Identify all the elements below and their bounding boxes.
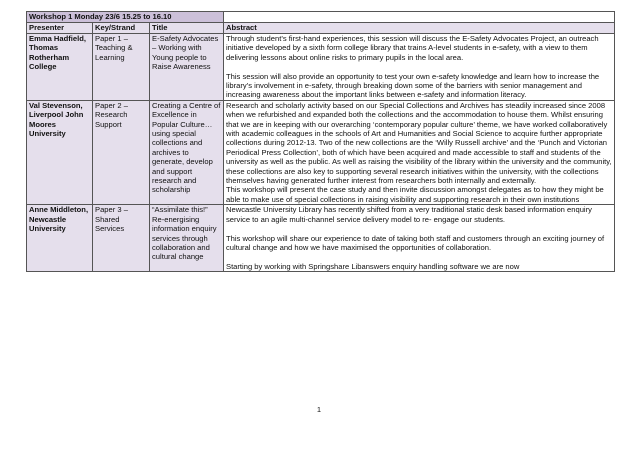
abstract-paragraph: This workshop will present the case study and then invite discussion amongst delegates as to how they might be able to make use of special collections in raising visibility and supporting research in their own institutions	[226, 185, 604, 204]
header-key-strand: Key/Strand	[93, 23, 150, 34]
workshop-table	[26, 11, 615, 272]
title-row-blank-cell	[224, 12, 615, 23]
abstract-paragraph: Research and scholarly activity based on our Special Collections and Archives has steadily increased since 2008 when we refurbished and expanded both the collections and the accommodation to house them. Whilst ensuring that we are in keeping with our overarching ‘contemporary popular culture’ theme, we have worked collaboratively with academic colleagues in the schools of Art and Humanities and Social Science to acquire further appropriate collections during 2012-13. Two of the new collections are the ‘Willy Russell archive’ and the ‘Punch and Victorian Periodical Press Collection’, both of which have been acquired and made accessible to staff and students of the university as well as the public. As well as raising the visibility of the library within the university and the community, these collections are also key to supporting several research initiatives within the university, with the collections themselves having generated further interest from researchers both internally and externally.	[226, 100, 612, 186]
abstract-paragraph: This workshop will share our experience to date of taking both staff and customers through an exciting journey of cultural change and how we have maximised the opportunities of collaboration.	[226, 233, 605, 252]
workshop-title-row	[27, 12, 615, 23]
title-cell: “Assimilate this!” Re-energising information enquiry services through collaboration and cultural change	[150, 205, 224, 272]
abstract-paragraph: Through student’s first-hand experiences, this session will discuss the E-Safety Advocates Project, an outreach initiative developed by a sixth form college library that trains A-level students in e-safety, with a view to them delivering lessons about online risks to primary pupils in the local area.	[226, 34, 599, 62]
header-row	[27, 23, 615, 34]
strand-cell: Paper 3 – Shared Services	[93, 205, 150, 272]
presenter-cell: Anne Middleton, Newcastle University	[27, 205, 93, 272]
page-number: 1	[316, 405, 322, 414]
title-cell: E-Safety Advocates – Working with Young people to Raise Awareness	[150, 34, 224, 101]
header-presenter: Presenter	[27, 23, 93, 34]
strand-cell: Paper 2 – Research Support	[93, 100, 150, 204]
strand-cell: Paper 1 – Teaching & Learning	[93, 34, 150, 101]
header-title: Title	[150, 23, 224, 34]
header-abstract: Abstract	[224, 23, 615, 34]
workshop-title: Workshop 1 Monday 23/6 15.25 to 16.10	[27, 12, 224, 23]
abstract-cell	[224, 205, 615, 272]
presenter-cell: Emma Hadfield, Thomas Rotherham College	[27, 34, 93, 101]
abstract-paragraph: Starting by working with Springshare Libanswers enquiry handling software we are now	[226, 261, 520, 271]
session-row	[27, 100, 615, 204]
session-row	[27, 34, 615, 101]
title-cell: Creating a Centre of Excellence in Popular Culture… using special collections and archives to generate, develop and support research and scholarship	[150, 100, 224, 204]
abstract-paragraph: Newcastle University Library has recently shifted from a very traditional static desk based information enquiry service to an agile multi-channel service delivery model to re- engage our students.	[226, 205, 592, 224]
abstract-paragraph: This session will also provide an opportunity to test your own e-safety knowledge and learn how to increase the library’s involvement in e-safety, through breaking down some of the barriers with senior management and increasing awareness about the important links between e-safety and information literacy.	[226, 71, 600, 100]
abstract-cell	[224, 34, 615, 101]
session-row	[27, 205, 615, 272]
abstract-cell	[224, 100, 615, 204]
presenter-cell: Val Stevenson, Liverpool John Moores University	[27, 100, 93, 204]
